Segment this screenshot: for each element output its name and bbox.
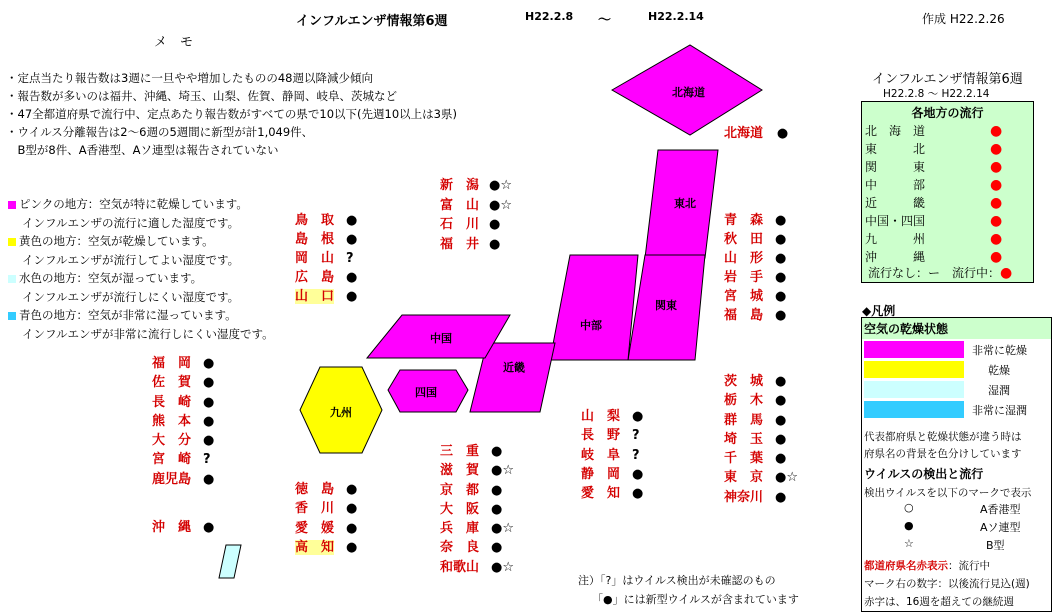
pref-mark: ● <box>203 433 215 449</box>
legend-line: 水色の地方：空気が湿っています。 <box>8 269 274 288</box>
legend-line: ピンクの地方：空気が特に乾燥しています。 <box>8 195 274 214</box>
hongkong-label: A香港型 <box>980 503 1021 516</box>
pref-name: 石 川 <box>440 217 480 233</box>
legend-title: ◆凡例 <box>862 304 896 318</box>
pref-name: 鳥 取 <box>295 213 335 228</box>
pref-mark: ●☆ <box>775 470 799 486</box>
status-dot: ● <box>990 123 1003 139</box>
label-hokkaido: 北海道 <box>672 86 705 99</box>
label-shikoku: 四国 <box>415 386 437 399</box>
pref-mark: ● <box>203 471 215 487</box>
regional-row <box>865 158 925 176</box>
pref-mark: ● <box>346 539 358 555</box>
regional-name: 東 北 <box>865 142 926 156</box>
regional-row <box>865 176 925 194</box>
label-kinki: 近畿 <box>503 361 525 374</box>
pref-name: 鹿児島 <box>152 471 192 487</box>
status-dot: ● <box>990 177 1003 193</box>
pref-mark: ● <box>632 486 644 502</box>
red-label: 都道府県名赤表示 <box>864 560 948 572</box>
swatch-very-dry <box>864 341 964 358</box>
pref-mark: ● <box>346 232 358 247</box>
soviet-mark-icon: ● <box>904 519 914 532</box>
pref-name: 山 形 <box>724 251 764 266</box>
pref-name: 岡 山 <box>295 251 335 266</box>
pref-group-kinki <box>440 442 514 577</box>
date-to: H22.2.14 <box>648 10 704 23</box>
pref-mark: ● <box>776 126 789 141</box>
pref-name: 静 岡 <box>581 466 621 482</box>
footnote-2: 「●」には新型ウイルスが含まれています <box>592 593 799 606</box>
legend-line: インフルエンザが非常に流行しにくい湿度です。 <box>22 326 274 341</box>
pref-mark: ● <box>489 217 501 233</box>
pref-name: 愛 知 <box>581 486 621 502</box>
pref-name: 岩 手 <box>724 270 764 285</box>
sidebar-title: インフルエンザ情報第6週 <box>872 72 1023 87</box>
pref-name: 群 馬 <box>724 412 764 428</box>
pref-mark: ● <box>491 501 503 517</box>
label-kyushu: 九州 <box>330 406 352 419</box>
pref-name: 徳 島 <box>295 482 335 497</box>
status-dot: ● <box>990 249 1003 265</box>
label-kanto: 関東 <box>655 299 677 312</box>
pref-name: 東 京 <box>724 470 764 486</box>
pref-mark: ●☆ <box>491 463 515 479</box>
legend-box <box>861 317 1052 612</box>
pref-name: 福 岡 <box>152 356 192 371</box>
pref-group-hokkaido <box>724 122 788 141</box>
label-tohoku: 東北 <box>674 197 696 210</box>
pref-name: 千 葉 <box>724 451 764 467</box>
regional-status-box <box>861 101 1034 283</box>
pref-name: 福 井 <box>440 236 480 252</box>
pref-name: 福 島 <box>724 308 764 323</box>
regional-name: 中国・四国 <box>865 214 926 228</box>
humidity-rows <box>862 339 1051 421</box>
pref-mark: ● <box>775 451 787 467</box>
pref-name: 熊 本 <box>152 413 192 429</box>
legend-line: インフルエンザが流行してよい湿度です。 <box>22 252 240 267</box>
pref-mark: ● <box>346 482 358 497</box>
pref-name: 高 知 <box>295 539 335 555</box>
regional-name: 近 畿 <box>865 196 926 210</box>
pref-name: 秋 田 <box>724 232 764 247</box>
pref-name: 京 都 <box>440 482 480 498</box>
pref-mark: ● <box>775 374 787 389</box>
pref-mark: ●☆ <box>489 178 513 193</box>
soviet-label: Aソ連型 <box>980 521 1021 534</box>
pref-group-chubu <box>581 407 643 503</box>
pref-mark: ? <box>203 452 211 468</box>
pref-group-kanto <box>724 372 798 507</box>
memo-heading: メ モ <box>154 35 194 50</box>
label-chubu: 中部 <box>580 319 602 332</box>
pref-mark: ● <box>203 356 215 371</box>
virus-sub: 検出ウイルスを以下のマークで表示 <box>864 487 1032 499</box>
pref-name: 佐 賀 <box>152 375 192 391</box>
footnote-1: 注）「?」はウイルス検出が未確認のもの <box>578 574 776 587</box>
regional-row <box>865 194 925 212</box>
pref-mark: ● <box>775 232 787 247</box>
pref-name: 広 島 <box>295 270 335 285</box>
pref-name: 宮 崎 <box>152 452 192 468</box>
memo-line: B型が8件、A香港型、Aソ連型は報告されていない <box>6 143 279 157</box>
regional-row <box>865 212 925 230</box>
pref-mark: ● <box>346 520 358 536</box>
status-dot: ● <box>990 213 1003 229</box>
pref-name: 山 口 <box>295 289 335 304</box>
pref-name: 岐 阜 <box>581 447 621 463</box>
pref-name: 宮 城 <box>724 289 764 304</box>
pref-mark: ● <box>203 413 215 429</box>
pref-mark: ● <box>775 393 787 409</box>
pref-name: 兵 庫 <box>440 521 480 537</box>
pref-mark: ●☆ <box>491 559 515 575</box>
pref-mark: ● <box>775 289 787 304</box>
pref-name: 大 分 <box>152 433 192 449</box>
pref-name: 沖 縄 <box>152 520 192 535</box>
pref-mark: ● <box>491 482 503 498</box>
pref-mark: ● <box>632 466 644 482</box>
date-tilde: ～ <box>598 13 612 28</box>
regional-row <box>865 140 925 158</box>
pref-name: 長 崎 <box>152 394 192 410</box>
pref-group-okinawa <box>152 516 214 535</box>
memo-line: ・47全都道府県で流行中、定点あたり報告数がすべての県で10以下(先週10以上は3県) <box>6 107 457 121</box>
pref-group-chugoku <box>295 211 357 306</box>
created-date: 作成 H22.2.26 <box>922 12 1005 26</box>
pref-mark: ? <box>632 428 640 444</box>
pref-name: 北海道 <box>724 126 764 141</box>
legend-notes: 代表都府県と乾燥状態が違う時は 府県名の背景を色分けしています <box>864 431 1022 460</box>
pref-group-tohoku <box>724 211 786 325</box>
regional-name: 沖 縄 <box>865 250 926 264</box>
pref-mark: ● <box>775 431 787 447</box>
pref-name: 埼 玉 <box>724 431 764 447</box>
pref-group-hokuriku <box>440 176 512 254</box>
regional-name: 中 部 <box>865 178 926 192</box>
pref-name: 三 重 <box>440 444 480 459</box>
pref-name: 青 森 <box>724 213 764 228</box>
pref-name: 大 阪 <box>440 501 480 517</box>
swatch-very-humid <box>864 401 964 418</box>
regional-name: 九 州 <box>865 232 926 246</box>
status-dot: ● <box>990 141 1003 157</box>
pref-name: 新 潟 <box>440 178 480 193</box>
pref-mark: ● <box>489 236 501 252</box>
legend-line: インフルエンザが流行しにくい湿度です。 <box>22 289 240 304</box>
regional-row <box>865 122 925 140</box>
b-label: B型 <box>986 539 1005 552</box>
pref-mark: ● <box>775 308 787 323</box>
pref-mark: ● <box>346 501 358 517</box>
pref-name: 神奈川 <box>724 489 764 505</box>
pref-name: 栃 木 <box>724 393 764 409</box>
pref-mark: ● <box>346 270 358 285</box>
pref-mark: ● <box>775 251 787 266</box>
pref-mark: ● <box>491 444 503 459</box>
pref-name: 長 野 <box>581 428 621 444</box>
legend-line: 青色の地方：空気が非常に湿っています。 <box>8 306 274 325</box>
pref-name: 山 梨 <box>581 409 621 424</box>
legend-line: 黄色の地方：空気が乾燥しています。 <box>8 232 274 251</box>
pref-name: 茨 城 <box>724 374 764 389</box>
date-from: H22.2.8 <box>525 10 574 23</box>
regional-row <box>865 230 925 248</box>
pref-name: 香 川 <box>295 501 335 517</box>
regional-legend: 流行なし：ー 流行中：● <box>868 265 1013 281</box>
regional-list <box>865 122 925 266</box>
pref-mark: ● <box>632 409 644 424</box>
pref-name: 和歌山 <box>440 559 480 575</box>
pref-name: 奈 良 <box>440 540 480 556</box>
red-dot-icon: ● <box>1000 265 1013 281</box>
pref-mark: ● <box>775 270 787 285</box>
regional-title: 各地方の流行 <box>911 106 984 120</box>
label-humid: 湿潤 <box>988 384 1010 397</box>
pref-mark: ● <box>491 540 503 556</box>
regional-name: 関 東 <box>865 160 926 174</box>
memo-line: ・ウイルス分離報告は2～6週の5週間に新型が計1,049件、 <box>6 125 314 139</box>
sidebar-dates: H22.2.8 ～ H22.2.14 <box>883 88 990 100</box>
pref-mark: ? <box>632 447 640 463</box>
humidity-title: 空気の乾燥状態 <box>862 318 1051 339</box>
pref-group-shikoku <box>295 480 357 557</box>
pref-name: 滋 賀 <box>440 463 480 479</box>
label-chugoku: 中国 <box>430 332 452 345</box>
pref-mark: ● <box>346 213 358 228</box>
swatch-dry <box>864 361 964 378</box>
regional-name: 北 海 道 <box>865 124 926 138</box>
pref-mark: ● <box>203 520 215 535</box>
status-dot: ● <box>990 231 1003 247</box>
legend-footer: 都道府県名赤表示：流行中 マーク右の数字：以後流行見込(週) 赤字は、16週を超えての継続週 <box>864 560 1030 608</box>
status-dot: ● <box>990 195 1003 211</box>
pref-name: 愛 媛 <box>295 520 335 536</box>
virus-rows <box>862 500 1051 557</box>
pref-mark: ● <box>203 394 215 410</box>
region-okinawa <box>219 545 241 578</box>
pref-mark: ● <box>775 213 787 228</box>
pref-mark: ● <box>775 489 787 505</box>
pref-mark: ● <box>203 375 215 391</box>
region-chubu <box>550 255 638 360</box>
pref-name: 島 根 <box>295 232 335 247</box>
label-very-humid: 非常に湿潤 <box>972 404 1027 417</box>
hongkong-mark-icon: ○ <box>904 501 914 514</box>
label-very-dry: 非常に乾燥 <box>972 344 1027 357</box>
virus-title: ウイルスの検出と流行 <box>864 467 984 481</box>
regional-status-col <box>990 122 1002 266</box>
pref-mark: ●☆ <box>489 197 513 213</box>
legend-line: インフルエンザの流行に適した湿度です。 <box>22 215 240 230</box>
label-dry: 乾燥 <box>988 364 1010 377</box>
memo-line: ・定点当たり報告数は3週に一旦やや増加したものの48週以降減少傾向 <box>6 71 373 85</box>
pref-group-kyushu <box>152 354 214 489</box>
pref-name: 富 山 <box>440 197 480 213</box>
status-dot: ● <box>990 159 1003 175</box>
pref-mark: ? <box>346 251 354 266</box>
b-mark-icon: ☆ <box>904 537 914 550</box>
page-title: インフルエンザ情報第6週 <box>296 14 448 29</box>
memo-line: ・報告数が多いのは福井、沖縄、埼玉、山梨、佐賀、静岡、岐阜、茨城など <box>6 89 397 103</box>
pref-mark: ● <box>775 412 787 428</box>
swatch-humid <box>864 381 964 398</box>
pref-mark: ●☆ <box>491 521 515 537</box>
pref-mark: ● <box>346 289 358 304</box>
